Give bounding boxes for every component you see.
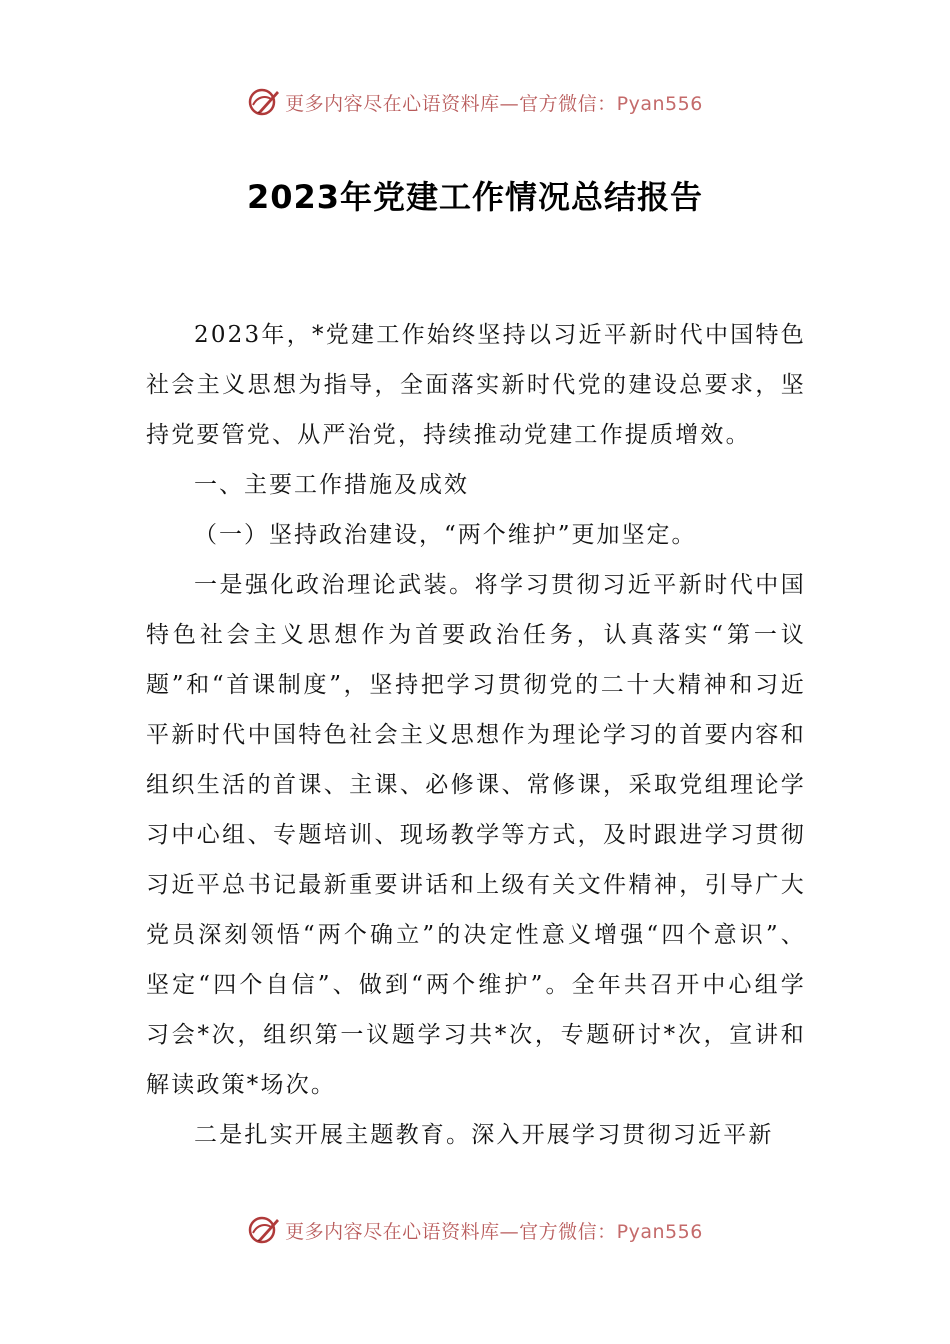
watermark-header (0, 82, 950, 122)
watermark-text: 更多内容尽在心语资料库—官方微信：Pyan556 (285, 1220, 703, 1243)
watermark-footer (0, 1210, 950, 1250)
paragraph-item-1: 一是强化政治理论武装。将学习贯彻习近平新时代中国特色社会主义思想作为首要政治任务，认真落实“第一议题”和“首课制度”，坚持把学习贯彻党的二十大精神和习近平新时代中国特色社会主义思想作为理论学习的首要内容和组织生活的首课、主课、必修课、常修课，采取党组理论学习中心组、专题培训、现场教学等方式，及时跟进学习贯彻习近平总书记最新重要讲话和上级有关文件精神，引导广大党员深刻领悟“两个确立”的决定性意义增强“四个意识”、坚定“四个自信”、做到“两个维护”。全年共召开中心组学习会*次，组织第一议题学习共*次，专题研讨*次，宣讲和解读政策*场次。 (146, 572, 806, 1098)
watermark-wechat-id: Pyan556 (616, 1220, 703, 1243)
watermark-text: 更多内容尽在心语资料库—官方微信：Pyan556 (285, 92, 703, 115)
watermark-wechat-id: Pyan556 (616, 92, 703, 115)
pen-logo-icon (247, 85, 281, 119)
document-body (146, 310, 806, 1160)
pen-logo-icon (247, 1213, 281, 1247)
section-heading-1: 一、主要工作措施及成效 (194, 472, 469, 498)
subsection-heading-1: （一）坚持政治建设，“两个维护”更加坚定。 (194, 522, 697, 548)
page-title: 2023年党建工作情况总结报告 (246, 178, 704, 216)
paragraph-item-2: 二是扎实开展主题教育。深入开展学习贯彻习近平新 (194, 1122, 774, 1148)
paragraph-intro: 2023年，*党建工作始终坚持以习近平新时代中国特色社会主义思想为指导，全面落实新时代党的建设总要求，坚持党要管党、从严治党，持续推动党建工作提质增效。 (146, 322, 806, 448)
